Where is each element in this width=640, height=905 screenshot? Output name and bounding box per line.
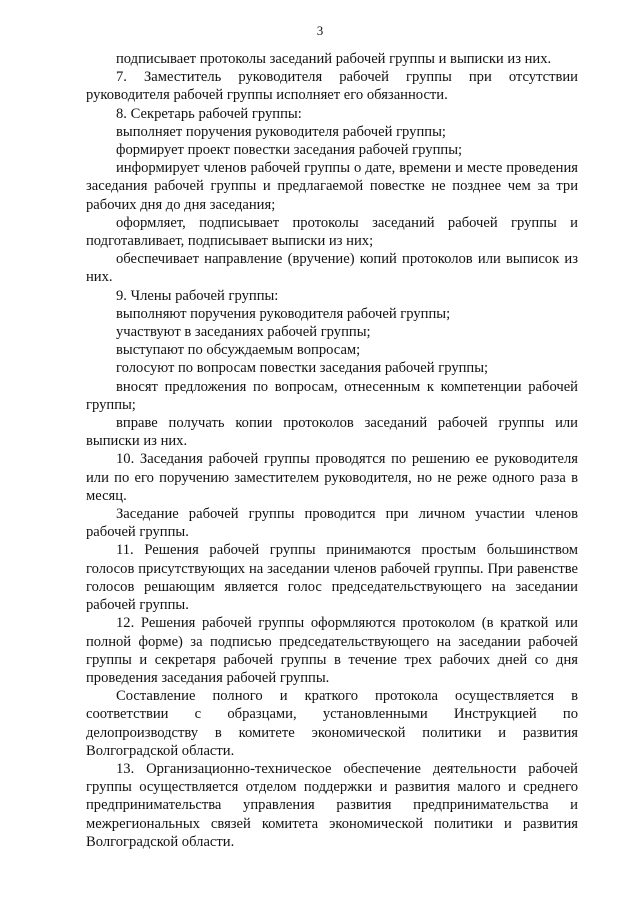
paragraph: 11. Решения рабочей группы принимаются простым большинством голосов присутствующих на заседании членов рабочей группы. При равенстве голосов решающим является голос председательствующего на заседании рабочей группы. (86, 542, 578, 614)
paragraph: Заседание рабочей группы проводится при личном участии членов рабочей группы. (86, 506, 578, 541)
body-text (86, 50, 578, 851)
paragraph: голосуют по вопросам повестки заседания рабочей группы; (116, 360, 489, 377)
paragraph: выполняют поручения руководителя рабочей группы; (116, 305, 451, 322)
page-number: 3 (316, 23, 324, 38)
paragraph: оформляет, подписывает протоколы заседаний рабочей группы и подготавливает, подписывает выписки из них; (86, 214, 578, 250)
paragraph: выступают по обсуждаемым вопросам; (116, 342, 361, 359)
paragraph: 9. Члены рабочей группы: (116, 287, 279, 304)
paragraph: 12. Решения рабочей группы оформляются протоколом (в краткой или полной форме) за подписью председательствующего на заседании рабочей группы и секретаря рабочей группы в течение трех рабочих дней со дня проведения заседания рабочей группы. (86, 615, 578, 686)
paragraph: участвуют в заседаниях рабочей группы; (116, 324, 371, 341)
paragraph: выполняет поручения руководителя рабочей группы; (116, 123, 446, 140)
paragraph: 10. Заседания рабочей группы проводятся по решению ее руководителя или по его поручению заместителем руководителя, но не реже одного раза в месяц. (86, 451, 578, 504)
paragraph: подписывает протоколы заседаний рабочей группы и выписки из них. (116, 51, 552, 67)
paragraph: вправе получать копии протоколов заседаний рабочей группы или выписки из них. (86, 415, 578, 450)
paragraph: вносят предложения по вопросам, отнесенным к компетенции рабочей группы; (86, 378, 578, 413)
paragraph: 7. Заместитель руководителя рабочей группы при отсутствии руководителя рабочей группы исполняет его обязанности. (86, 69, 578, 104)
paragraph: информирует членов рабочей группы о дате, времени и месте проведения заседания рабочей группы и предлагаемой повестке не позднее чем за три рабочих дня до дня заседания; (86, 160, 578, 213)
paragraph: формирует проект повестки заседания рабочей группы; (116, 142, 463, 159)
paragraph: 13. Организационно-техническое обеспечение деятельности рабочей группы осуществляется отделом поддержки и развития малого и среднего предпринимательства управления развития предпринимательства и межрегиональных связей комитета экономической политики и развития Волгоградской области. (86, 760, 578, 850)
paragraph: Составление полного и краткого протокола осуществляется в соответствии с образцами, установленными Инструкцией по делопроизводству в комитете экономической политики и развития Волгоградской области. (86, 688, 578, 759)
paragraph: обеспечивает направление (вручение) копий протоколов или выписок из них. (86, 251, 578, 286)
paragraph: 8. Секретарь рабочей группы: (116, 105, 302, 122)
